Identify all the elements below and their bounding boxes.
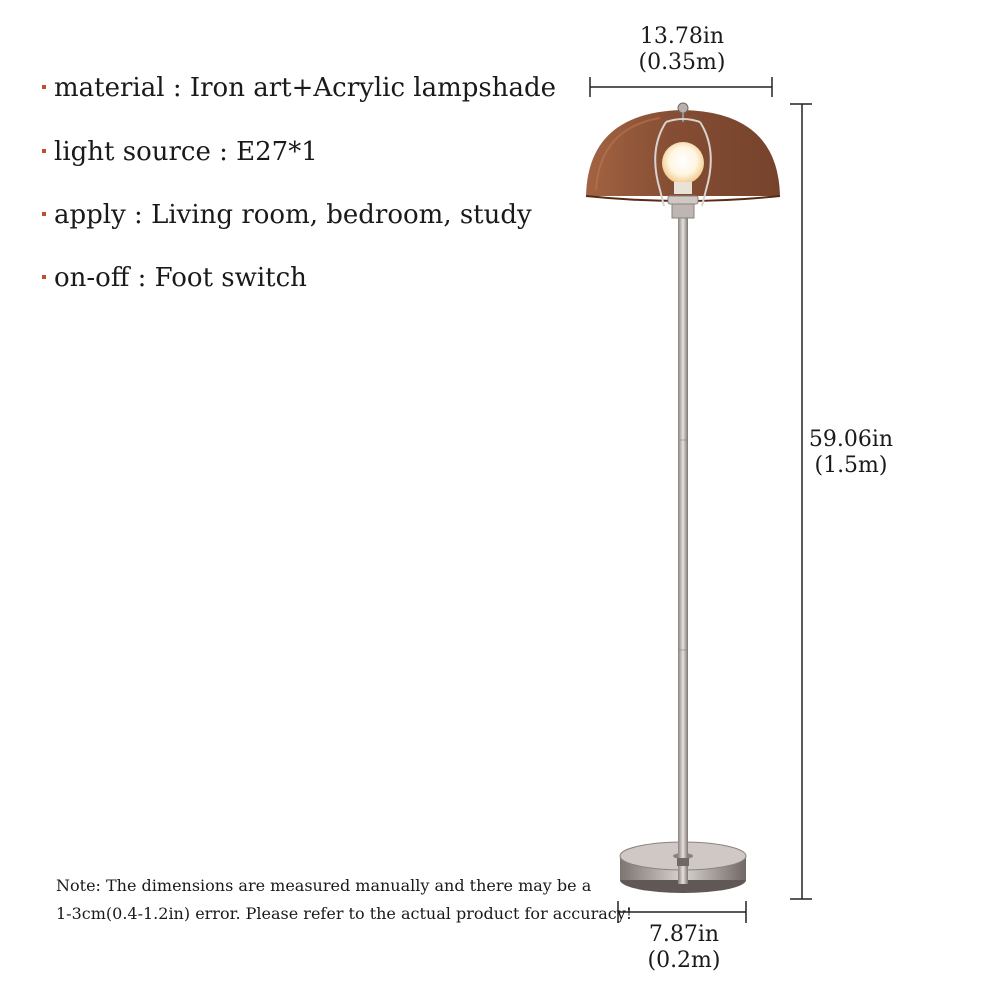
- shade-width-in: 13.78in: [639, 24, 725, 49]
- height-label: [806, 427, 896, 479]
- height-in: 59.06in: [808, 427, 894, 452]
- spec-label: apply: [54, 200, 126, 230]
- base-width-in: 7.87in: [648, 922, 720, 947]
- spec-item-apply: apply : Living room, bedroom, study: [42, 197, 532, 233]
- note-line-1: Note: The dimensions are measured manually and there may be a: [56, 876, 592, 895]
- spec-value: Living room, bedroom, study: [151, 200, 532, 230]
- base-width-label: [616, 922, 752, 974]
- spec-label: light source: [54, 137, 211, 167]
- spec-item-on-off: on-off : Foot switch: [42, 260, 307, 296]
- spec-value: E27*1: [236, 137, 318, 167]
- shade-width-label: [612, 24, 752, 76]
- lamp-pole: [677, 212, 689, 884]
- height-m: (1.5m): [814, 453, 888, 478]
- spec-label: on-off: [54, 263, 130, 293]
- shade-width-dimension-line: [590, 77, 772, 97]
- spec-item-light-source: light source : E27*1: [42, 134, 318, 170]
- shade-width-m: (0.35m): [638, 50, 726, 75]
- spec-item-material: material : Iron art+Acrylic lampshade: [42, 70, 556, 106]
- measurement-note: [56, 872, 633, 928]
- spec-value: Iron art+Acrylic lampshade: [189, 73, 557, 103]
- height-dimension-line: [790, 104, 812, 899]
- note-line-2: 1-3cm(0.4-1.2in) error. Please refer to the actual product for accuracy!: [56, 904, 633, 923]
- base-width-m: (0.2m): [647, 948, 721, 973]
- base-width-dimension-line: [618, 901, 746, 923]
- spec-label: material: [54, 73, 165, 103]
- spec-value: Foot switch: [154, 263, 307, 293]
